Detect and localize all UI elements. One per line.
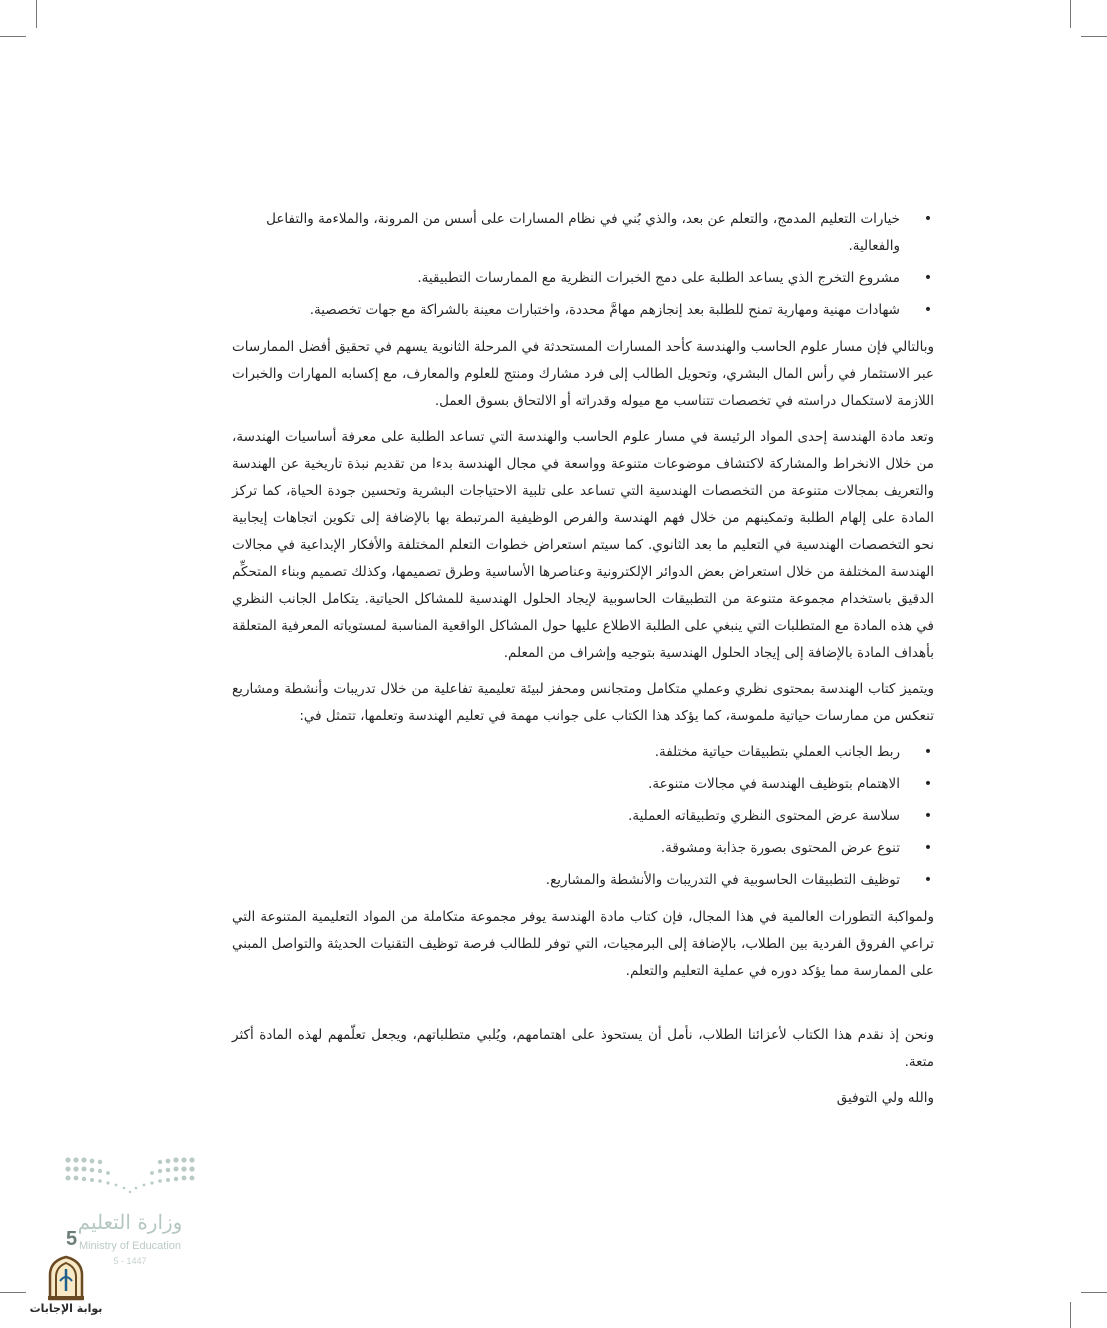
- list-item: • خيارات التعليم المدمج، والتعلم عن بعد، والذي بُني في نظام المسارات على أسس من المرونة، والملاءمة والتفاعل والفعالية.: [232, 206, 900, 260]
- answers-portal-logo: [28, 1255, 104, 1320]
- list-item: • ربط الجانب العملي بتطبيقات حياتية مختلفة.: [232, 739, 900, 766]
- bullet-icon: •: [923, 872, 933, 888]
- bullet-icon: •: [923, 840, 933, 856]
- features-list: [232, 206, 934, 324]
- signature: والله ولي التوفيق: [836, 1090, 934, 1106]
- paragraph-closing: ونحن إذ نقدم هذا الكتاب لأعزائنا الطلاب، نأمل أن يستحوذ على اهتمامهم، ويُلبي متطلباتهم، ويجعل تعلّمهم لهذه المادة أكثر متعة.: [232, 1027, 934, 1070]
- edition-year: 5 - 1447: [113, 1256, 147, 1266]
- ministry-dots-icon: [62, 1152, 198, 1200]
- list-item: • الاهتمام بتوظيف الهندسة في مجالات متنوعة.: [232, 771, 900, 798]
- list-item: • توظيف التطبيقات الحاسوبية في التدريبات والأنشطة والمشاريع.: [232, 867, 900, 894]
- portal-emblem-icon: [44, 1255, 88, 1301]
- page-content: [232, 206, 934, 1121]
- crop-mark-top-left: [36, 0, 37, 28]
- list-item: • تنوع عرض المحتوى بصورة جذابة ومشوقة.: [232, 835, 900, 862]
- crop-mark-top-left-h: [0, 36, 26, 37]
- ministry-name-ar: وزارة التعليم: [77, 1210, 183, 1234]
- spacer: [232, 994, 934, 1022]
- bullet-icon: •: [923, 744, 933, 760]
- paragraph-track: وبالتالي فإن مسار علوم الحاسب والهندسة كأحد المسارات المستحدثة في المرحلة الثانوية يسهم في تحقيق أفضل الممارسات عبر الاستثمار في رأس المال البشري، وتحويل الطالب إلى فرد مشارك ومنتج للعلوم والمعارف، مع إكسابه المهارات والخبرات اللازمة لاستكمال دراسته في تخصصات تتناسب مع ميوله وقدراته أو الالتحاق بسوق العمل.: [232, 339, 934, 409]
- crop-mark-top-right: [1070, 0, 1071, 28]
- paragraph-global: ولمواكبة التطورات العالمية في هذا المجال، فإن كتاب مادة الهندسة يوفر مجموعة متكاملة من المواد التعليمية المتنوعة التي تراعي الفروق الفردية بين الطلاب، بالإضافة إلى البرمجيات، التي توفر للطالب فرصة توظيف التقنيات الحديثة والتواصل المبني على الممارسة مما يؤكد دوره في عملية التعليم والتعلم.: [232, 909, 934, 979]
- aspects-list: [232, 739, 934, 894]
- bullet-icon: •: [923, 211, 933, 227]
- page-number: 5: [66, 1228, 78, 1250]
- crop-mark-bottom-right-h: [1081, 1292, 1107, 1293]
- bullet-icon: •: [923, 776, 933, 792]
- list-item: • سلاسة عرض المحتوى النظري وتطبيقاته العملية.: [232, 803, 900, 830]
- crop-mark-top-right-h: [1081, 36, 1107, 37]
- ministry-name-en: Ministry of Education: [78, 1240, 182, 1252]
- paragraph-subject: وتعد مادة الهندسة إحدى المواد الرئيسة في مسار علوم الحاسب والهندسة التي تساعد الطلبة على معرفة أساسيات الهندسة، من خلال الانخراط والمشاركة لاكتشاف موضوعات متنوعة وواسعة في مجال الهندسة بدءا من تقديم نبذة تاريخية عن الهندسة والتعريف بمجالات متنوعة من التخصصات الهندسية التي تساعد على تلبية الاحتياجات البشرية وتحسين جودة الحياة، كما تركز المادة على إلهام الطلبة وتمكينهم من خلال فهم الهندسة والفرص الوظيفية المرتبطة بها بالإضافة إلى تكوين اتجاهات إيجابية نحو التخصصات الهندسية في التعليم ما بعد الثانوي. كما سيتم استعراض خطوات التعلم المختلفة والأفكار الإبداعية في مجالات الهندسة المختلفة من خلال استعراض بعض الدوائر الإلكترونية وعناصرها الأساسية وطرق تصميمها، وكذلك تصميم وبناء المتحكِّم الدقيق باستخدام مجموعة متنوعة من التطبيقات الحاسوبية لإيجاد الحلول الهندسية للمشاكل الحياتية. يتكامل الجانب النظري في هذه المادة مع المتطلبات التي ينبغي على الطلبة الاطلاع عليها حول المشاكل الواقعية المناسبة لمستوياته المعرفية المتعلقة بأهداف المادة بالإضافة إلى إيجاد الحلول الهندسية بتوجيه وإشراف من المعلم.: [232, 429, 934, 661]
- bullet-icon: •: [923, 808, 933, 824]
- list-item: • مشروع التخرج الذي يساعد الطلبة على دمج الخبرات النظرية مع الممارسات التطبيقية.: [232, 265, 900, 292]
- bullet-icon: •: [923, 270, 933, 286]
- crop-mark-bottom-right: [1070, 1302, 1071, 1328]
- bullet-icon: •: [923, 302, 933, 318]
- list-item: • شهادات مهنية ومهارية تمنح للطلبة بعد إنجازهم مهامَّ محددة، واختبارات معينة بالشراكة مع جهات تخصصية.: [232, 297, 900, 324]
- portal-text: بوابة الإجابات: [29, 1302, 103, 1315]
- paragraph-book: ويتميز كتاب الهندسة بمحتوى نظري وعملي متكامل ومتجانس ومحفز لبيئة تعليمية تفاعلية من خلال تدريبات وأنشطة ومشاريع تنعكس من ممارسات حياتية ملموسة، كما يؤكد هذا الكتاب على جوانب مهمة في تعليم الهندسة وتعلمها، تتمثل في:: [232, 681, 934, 724]
- crop-mark-bottom-left-h: [0, 1292, 26, 1293]
